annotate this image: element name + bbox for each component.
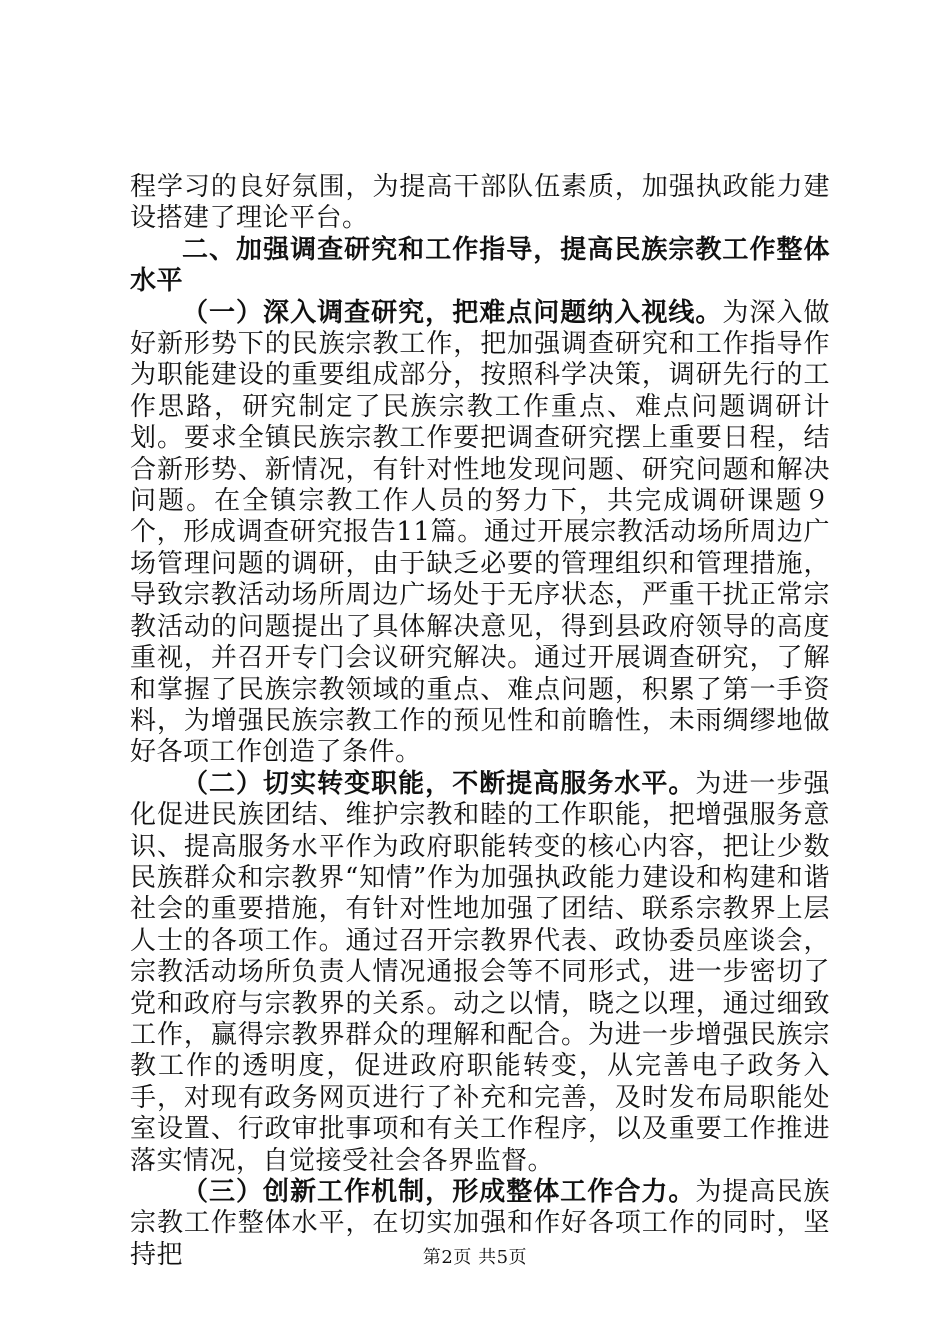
paragraph-1 bbox=[130, 298, 830, 769]
paragraph-lead: （一）深入调查研究，把难点问题纳入视线。 bbox=[182, 297, 723, 328]
paragraph-text: 程学习的良好氛围，为提高干部队伍素质，加强执政能力建设搭建了理论平台。 bbox=[130, 172, 830, 234]
section-heading-text: 二、加强调查研究和工作指导，提高民族宗教工作整体水平 bbox=[130, 234, 830, 297]
section-heading bbox=[130, 235, 830, 298]
paragraph-lead: （二）切实转变职能，不断提高服务水平。 bbox=[182, 768, 696, 799]
paragraph-text: 为提高民族宗教工作整体水平，在切实加强和作好各项工作的同时，坚持把 bbox=[130, 1177, 830, 1270]
paragraph-text: 为进一步强化促进民族团结、维护宗教和睦的工作职能，把增强服务意识、提高服务水平作为政府职能转变的核心内容，把让少数民族群众和宗教界“知情”作为加强执政能力建设和构建和谐社会的重要措施，有针对性地加强了团结、联系宗教界上层人士的各项工作。通过召开宗教界代表、政协委员座谈会，宗教活动场所负责人情况通报会等不同形式，进一步密切了党和政府与宗教界的关系。动之以情，晓之以理，通过细致工作，赢得宗教界群众的理解和配合。为进一步增强民族宗教工作的透明度，促进政府职能转变，从完善电子政务入手，对现有政务网页进行了补充和完善，及时发布局职能处室设置、行政审批事项和有关工作程序，以及重要工作推进落实情况，自觉接受社会各界监督。 bbox=[130, 768, 830, 1176]
paragraph-lead: （三）创新工作机制，形成整体工作合力。 bbox=[182, 1177, 696, 1207]
paragraph-continuation bbox=[130, 172, 830, 235]
paragraph-text: 为深入做好新形势下的民族宗教工作，把加强调查研究和工作指导作为职能建设的重要组成部分，按照科学决策，调研先行的工作思路，研究制定了民族宗教工作重点、难点问题调研计划。要求全镇民族宗教工作要把调查研究摆上重要日程，结合新形势、新情况，有针对性地发现问题、研究问题和解决问题。在全镇宗教工作人员的努力下，共完成调研课题９个，形成调查研究报告11篇。通过开展宗教活动场所周边广场管理问题的调研，由于缺乏必要的管理组织和管理措施，导致宗教活动场所周边广场处于无序状态，严重干扰正常宗教活动的问题提出了具体解决意见，得到县政府领导的高度重视，并召开专门会议研究解决。通过开展调查研究，了解和掌握了民族宗教领域的重点、难点问题，积累了第一手资料，为增强民族宗教工作的预见性和前瞻性，未雨绸缪地做好各项工作创造了条件。 bbox=[130, 297, 830, 768]
paragraph-2 bbox=[130, 769, 830, 1177]
document-body bbox=[130, 172, 830, 1271]
page-footer: 第2页 共5页 bbox=[422, 1247, 528, 1268]
